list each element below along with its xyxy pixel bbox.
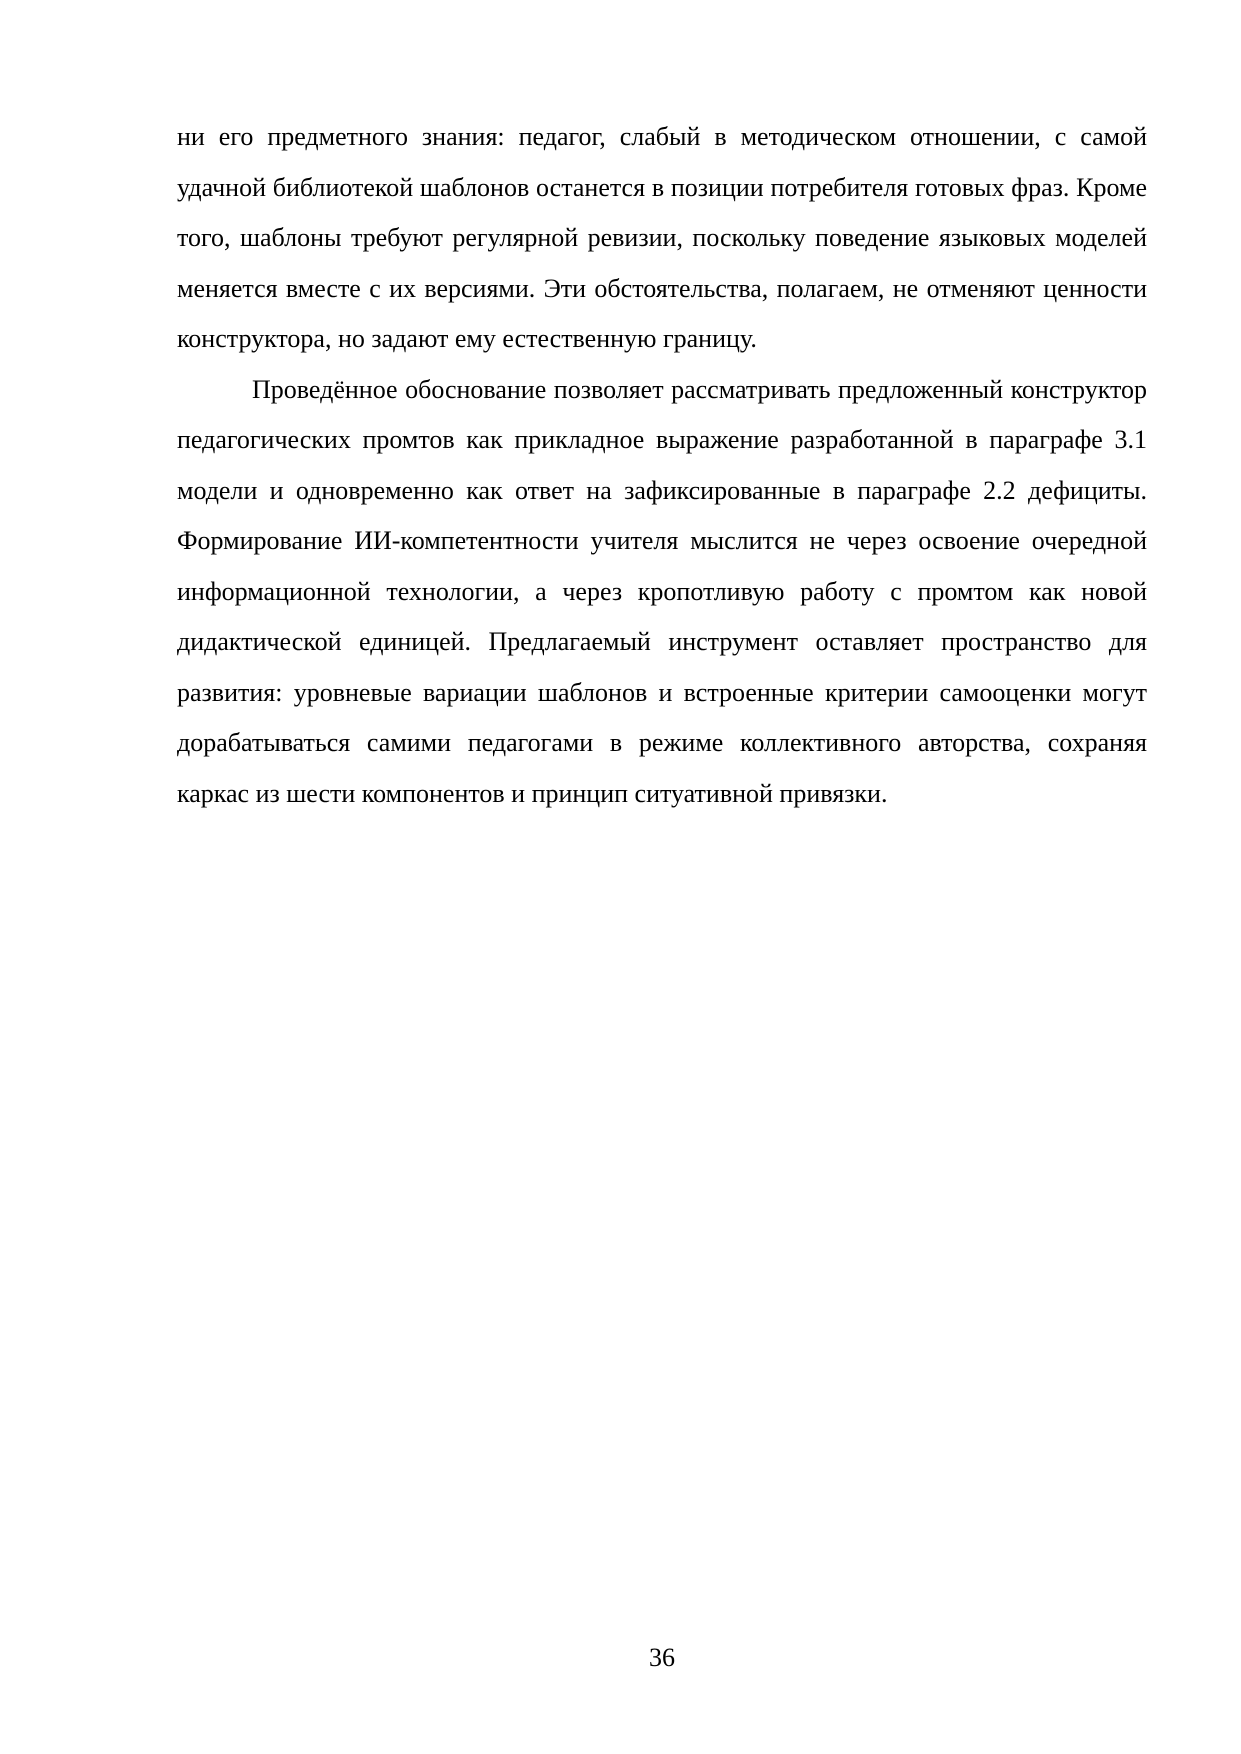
body-text bbox=[177, 112, 1147, 819]
paragraph-continuation: ни его предметного знания: педагог, слабый в методическом отношении, с самой удачной библиотекой шаблонов останется в позиции потребителя готовых фраз. Кроме того, шаблоны требуют регулярной ревизии, поскольку поведение языковых моделей меняется вместе с их версиями. Эти обстоятельства, полагаем, не отменяют ценности конструктора, но задают ему естественную границу. bbox=[177, 122, 1147, 353]
paragraph-conclusion: Проведённое обоснование позволяет рассматривать предложенный конструктор педагогических промтов как прикладное выражение разработанной в параграфе 3.1 модели и одновременно как ответ на зафиксированные в параграфе 2.2 дефициты. Формирование ИИ-компетентности учителя мыслится не через освоение очередной информационной технологии, а через кропотливую работу с промтом как новой дидактической единицей. Предлагаемый инструмент оставляет пространство для развития: уровневые вариации шаблонов и встроенные критерии самооценки могут дорабатываться самими педагогами в режиме коллективного авторства, сохраняя каркас из шести компонентов и принцип ситуативной привязки. bbox=[177, 374, 1147, 808]
page-number: 36 bbox=[649, 1643, 675, 1672]
